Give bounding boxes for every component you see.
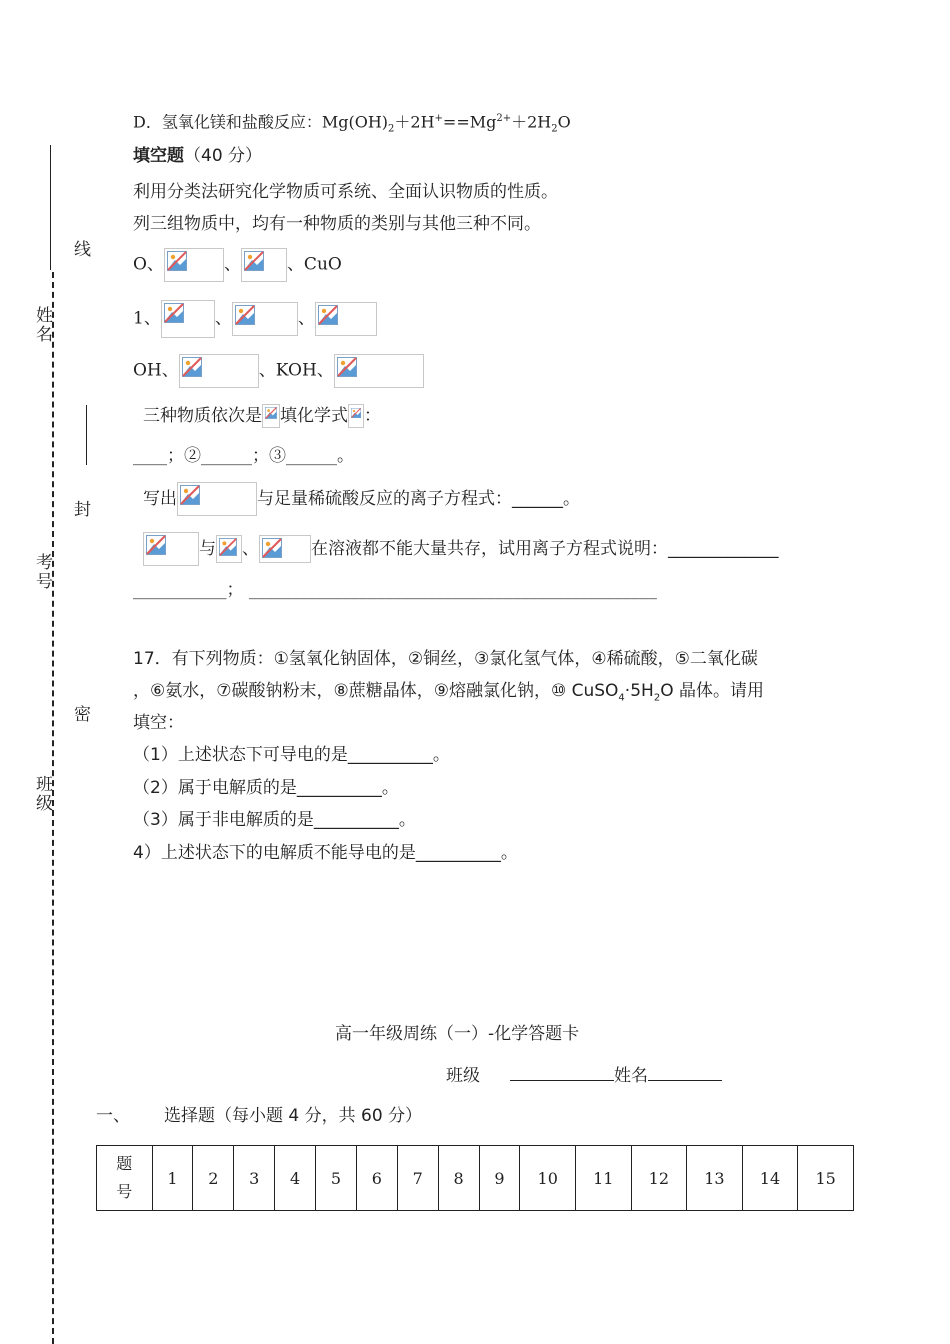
question-b: 写出 与足量稀硫酸反应的离子方程式：______。 xyxy=(143,482,580,516)
answer-card-class-name: 班级 姓名 xyxy=(446,1064,722,1088)
answer-cell[interactable]: 8 xyxy=(438,1146,479,1211)
group-row-2: 1、 、 、 xyxy=(133,300,377,338)
broken-image-icon xyxy=(216,535,242,563)
group-row-1: O、 、 、CuO xyxy=(133,248,342,282)
question-c-line-2: ___________； ________________________________________________ xyxy=(133,580,657,600)
section-heading xyxy=(133,144,262,168)
broken-image-icon xyxy=(315,302,377,336)
question-a: 三种物质依次是 填化学式 ： xyxy=(143,406,381,426)
answer-card-section: 一、 选择题（每小题 4 分，共 60 分） xyxy=(96,1106,423,1126)
answer-cell[interactable]: 5 xyxy=(316,1146,357,1211)
seal-text-secret: 密 xyxy=(70,705,90,724)
q17-sub-2: （2）属于电解质的是__________。 xyxy=(133,778,399,798)
answer-cell[interactable]: 2 xyxy=(193,1146,234,1211)
margin-label-name: 姓名 xyxy=(32,306,52,344)
question-a-answers: ____；②______；③______。 xyxy=(133,446,354,466)
question-c: 与 、 在溶液都不能大量共存，试用离子方程式说明：_____________ xyxy=(143,532,779,566)
broken-image-icon xyxy=(241,248,287,282)
q17-line-3: 填空： xyxy=(133,713,184,733)
broken-image-icon xyxy=(177,482,257,516)
answer-cell[interactable]: 4 xyxy=(275,1146,316,1211)
binding-solid-line-mid xyxy=(86,405,87,465)
answer-card-title: 高一年级周练（一）-化学答题卡 xyxy=(335,1024,580,1044)
q17-line-2: ，⑥氨水，⑦碳酸钠粉末，⑧蔗糖晶体，⑨熔融氯化钠，⑩ $CuSO_4\cdot 5H_2O$ 晶体。请用 xyxy=(133,681,764,704)
binding-solid-line-top xyxy=(50,145,51,270)
seal-text-line: 线 xyxy=(70,240,90,259)
broken-image-icon xyxy=(143,532,199,566)
answer-cell[interactable]: 1 xyxy=(152,1146,193,1211)
intro-line-1: 利用分类法研究化学物质可系统、全面认识物质的性质。 xyxy=(133,182,558,202)
answer-cell[interactable]: 9 xyxy=(479,1146,520,1211)
answer-cell[interactable]: 13 xyxy=(687,1146,743,1211)
answer-cell[interactable]: 12 xyxy=(631,1146,687,1211)
broken-image-icon xyxy=(232,302,298,336)
section-title: 填空题 xyxy=(133,146,184,166)
answer-grid xyxy=(96,1145,854,1211)
answer-cell[interactable]: 11 xyxy=(576,1146,632,1211)
broken-image-icon xyxy=(348,404,364,428)
q17-sub-4: 4）上述状态下的电解质不能导电的是__________。 xyxy=(133,843,518,863)
q17-sub-1: （1）上述状态下可导电的是__________。 xyxy=(133,745,450,765)
broken-image-icon xyxy=(262,404,280,428)
broken-image-icon xyxy=(161,300,215,338)
answer-cell[interactable]: 14 xyxy=(742,1146,798,1211)
broken-image-icon xyxy=(164,248,224,282)
answer-cell[interactable]: 10 xyxy=(520,1146,576,1211)
answer-cell[interactable]: 15 xyxy=(798,1146,854,1211)
answer-cell[interactable]: 7 xyxy=(397,1146,438,1211)
q17-line-1: 17．有下列物质：①氢氧化钠固体，②铜丝，③氯化氢气体，④稀硫酸，⑤二氧化碳 xyxy=(133,649,758,669)
intro-line-2: 列三组物质中，均有一种物质的类别与其他三种不同。 xyxy=(133,214,541,234)
section-score: （40 分） xyxy=(184,146,263,166)
answer-cell[interactable]: 6 xyxy=(356,1146,397,1211)
q17-sub-3: （3）属于非电解质的是__________。 xyxy=(133,810,416,830)
answer-cell[interactable]: 3 xyxy=(234,1146,275,1211)
margin-label-class: 班级 xyxy=(32,775,52,813)
seal-text-seal: 封 xyxy=(70,500,90,519)
broken-image-icon xyxy=(334,354,424,388)
margin-label-exam-no: 考号 xyxy=(32,553,52,591)
group-row-3: OH、 、KOH、 xyxy=(133,354,424,388)
answer-grid-header: 题 号 xyxy=(97,1146,153,1211)
option-d: D．氢氧化镁和盐酸反应：$Mg(OH)_2+2H^+==Mg^{2+}+2H_2O$ xyxy=(133,112,571,135)
broken-image-icon xyxy=(179,354,259,388)
broken-image-icon xyxy=(259,535,311,563)
